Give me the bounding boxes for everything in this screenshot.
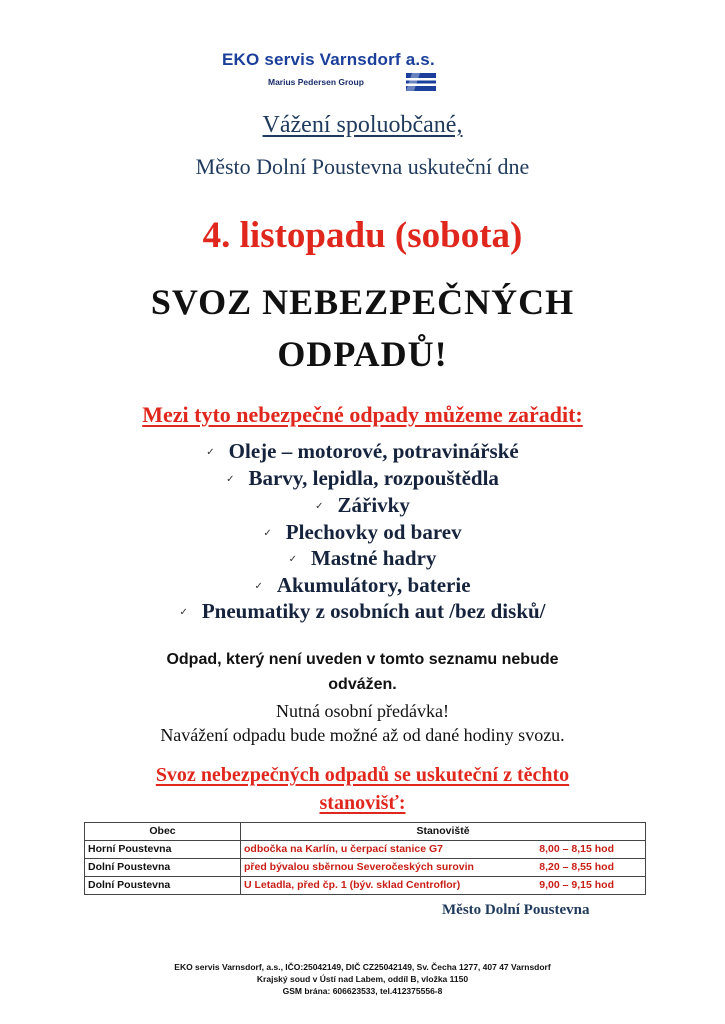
- table-row: [85, 859, 646, 877]
- check-icon: ✓: [288, 554, 297, 565]
- note-line-4: Navážení odpadu bude možné až od dané hodiny svozu.: [160, 725, 565, 745]
- headline-line-2: ODPADŮ!: [277, 334, 448, 374]
- footer-line-1: EKO servis Varnsdorf, a.s., IČO:25042149, DIČ CZ25042149, Sv. Čecha 1277, 407 47 Varnsdorf: [174, 962, 551, 972]
- cell-stanoviste: [241, 841, 646, 859]
- cell-hours: 8,20 – 8,55 hod: [539, 861, 614, 873]
- table-row: [85, 877, 646, 895]
- list-item-label: Zářivky: [337, 493, 410, 517]
- note-line-1: Odpad, který není uveden v tomto seznamu nebude: [166, 651, 559, 668]
- table-header-row: [85, 823, 646, 841]
- cell-hours: 9,00 – 9,15 hod: [539, 879, 614, 891]
- list-item: [0, 546, 725, 571]
- cell-obec: Dolní Poustevna: [85, 877, 241, 895]
- cell-stanoviste: [241, 859, 646, 877]
- headline-line-1: SVOZ NEBEZPEČNÝCH: [150, 282, 575, 322]
- cell-obec: Horní Poustevna: [85, 841, 241, 859]
- cell-place: odbočka na Karlín, u čerpací stanice G7: [244, 843, 443, 855]
- cell-obec: Dolní Poustevna: [85, 859, 241, 877]
- list-item: [0, 439, 725, 464]
- company-name: EKO servis Varnsdorf a.s.: [222, 50, 435, 69]
- check-icon: ✓: [263, 528, 272, 539]
- event-date: 4. listopadu (sobota): [202, 215, 523, 256]
- cell-hours: 8,00 – 8,15 hod: [539, 843, 614, 855]
- check-icon: ✓: [254, 581, 263, 592]
- locations-heading-line-2: stanovišť:: [319, 792, 406, 814]
- announcement: Město Dolní Poustevna uskuteční dne: [195, 154, 530, 179]
- waste-list-heading: Mezi tyto nebezpečné odpady můžeme zařadit:: [142, 402, 583, 427]
- locations-heading-line-1: Svoz nebezpečných odpadů se uskuteční z těchto: [155, 764, 570, 786]
- column-header-obec: Obec: [85, 823, 241, 841]
- list-item: [0, 520, 725, 545]
- greeting: Vážení spoluobčané,: [262, 112, 463, 138]
- footer-line-3: GSM brána: 606623533, tel.412375556-8: [282, 986, 443, 996]
- locations-table: [84, 822, 646, 895]
- signature: Město Dolní Poustevna: [442, 902, 590, 918]
- note-line-3: Nutná osobní předávka!: [276, 701, 449, 721]
- check-icon: ✓: [179, 607, 188, 618]
- footer-line-2: Krajský soud v Ústí nad Labem, oddíl B, vložka 1150: [256, 974, 469, 984]
- check-icon: ✓: [206, 447, 215, 458]
- list-item-label: Barvy, lepidla, rozpouštědla: [248, 466, 499, 490]
- check-icon: ✓: [226, 474, 235, 485]
- list-item: [0, 573, 725, 598]
- list-item: [0, 466, 725, 491]
- cell-place: U Letadla, před čp. 1 (býv. sklad Centroflor): [244, 879, 461, 891]
- check-icon: ✓: [315, 501, 324, 512]
- list-item-label: Pneumatiky z osobních aut /bez disků/: [201, 599, 546, 623]
- list-item-label: Mastné hadry: [310, 546, 437, 570]
- column-header-stanoviste: Stanoviště: [241, 823, 646, 841]
- cell-place: před bývalou sběrnou Severočeských surovin: [244, 861, 474, 873]
- group-name: Marius Pedersen Group: [268, 77, 364, 87]
- list-item: [0, 599, 725, 624]
- marius-pedersen-logo-icon: [406, 73, 436, 91]
- table-row: [85, 841, 646, 859]
- note-line-2: odvážen.: [328, 676, 397, 693]
- list-item: [0, 493, 725, 518]
- list-item-label: Akumulátory, baterie: [276, 573, 471, 597]
- cell-stanoviste: [241, 877, 646, 895]
- list-item-label: Oleje – motorové, potravinářské: [228, 439, 519, 463]
- list-item-label: Plechovky od barev: [285, 520, 462, 544]
